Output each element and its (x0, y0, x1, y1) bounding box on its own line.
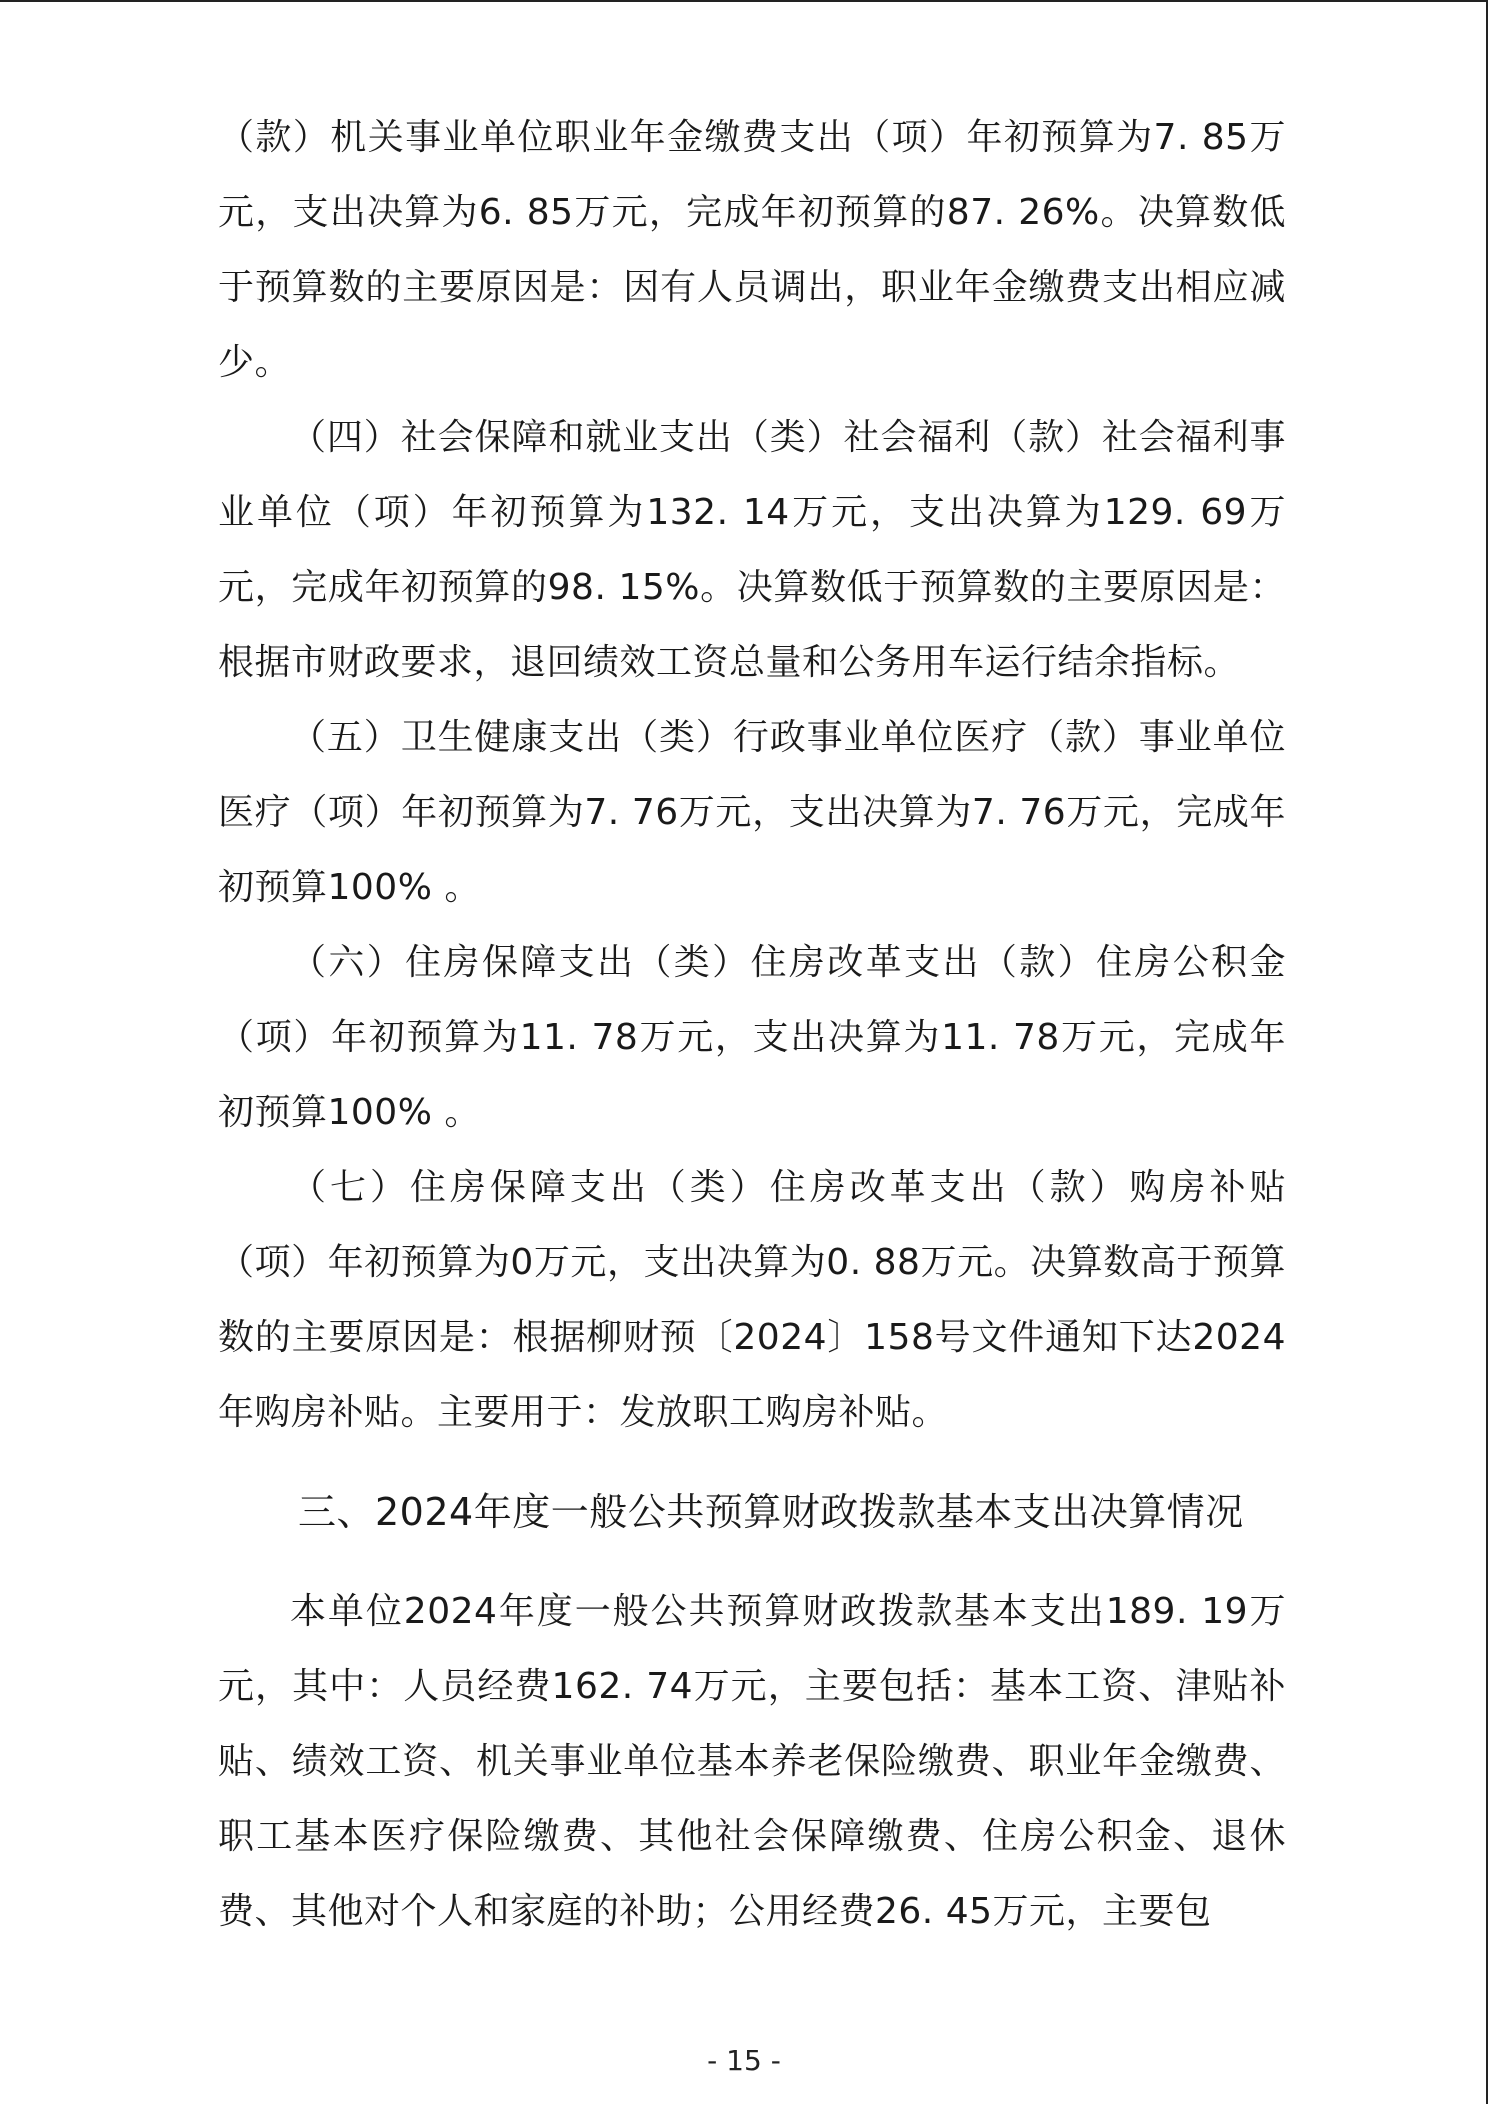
document-body (218, 100, 1286, 1949)
page-number: - 15 - (707, 2044, 781, 2077)
paragraph-item-5: （五）卫生健康支出（类）行政事业单位医疗（款）事业单位医疗（项）年初预算为7. 76万元，支出决算为7. 76万元，完成年初预算100% 。 (218, 717, 1286, 908)
section-heading: 三、2024年度一般公共预算财政拨款基本支出决算情况 (298, 1490, 1244, 1534)
paragraph-item-7: （七）住房保障支出（类）住房改革支出（款）购房补贴（项）年初预算为0万元，支出决算为0. 88万元。决算数高于预算数的主要原因是：根据柳财预〔2024〕158号文件通知下达2024年购房补贴。主要用于：发放职工购房补贴。 (218, 1167, 1286, 1433)
paragraph-item-6: （六）住房保障支出（类）住房改革支出（款）住房公积金（项）年初预算为11. 78万元，支出决算为11. 78万元，完成年初预算100% 。 (218, 942, 1286, 1133)
section-paragraph: 本单位2024年度一般公共预算财政拨款基本支出189. 19万元，其中：人员经费162. 74万元，主要包括：基本工资、津贴补贴、绩效工资、机关事业单位基本养老保险缴费、职业年金缴费、职工基本医疗保险缴费、其他社会保障缴费、住房公积金、退休费、其他对个人和家庭的补助；公用经费26. 45万元，主要包 (218, 1591, 1286, 1932)
paragraph-item-4: （四）社会保障和就业支出（类）社会福利（款）社会福利事业单位（项）年初预算为132. 14万元，支出决算为129. 69万元，完成年初预算的98. 15%。决算数低于预算数的主要原因是：根据市财政要求，退回绩效工资总量和公务用车运行结余指标。 (218, 417, 1286, 683)
paragraph-continued: （款）机关事业单位职业年金缴费支出（项）年初预算为7. 85万元，支出决算为6. 85万元，完成年初预算的87. 26%。决算数低于预算数的主要原因是：因有人员调出，职业年金缴费支出相应减少。 (218, 117, 1286, 383)
